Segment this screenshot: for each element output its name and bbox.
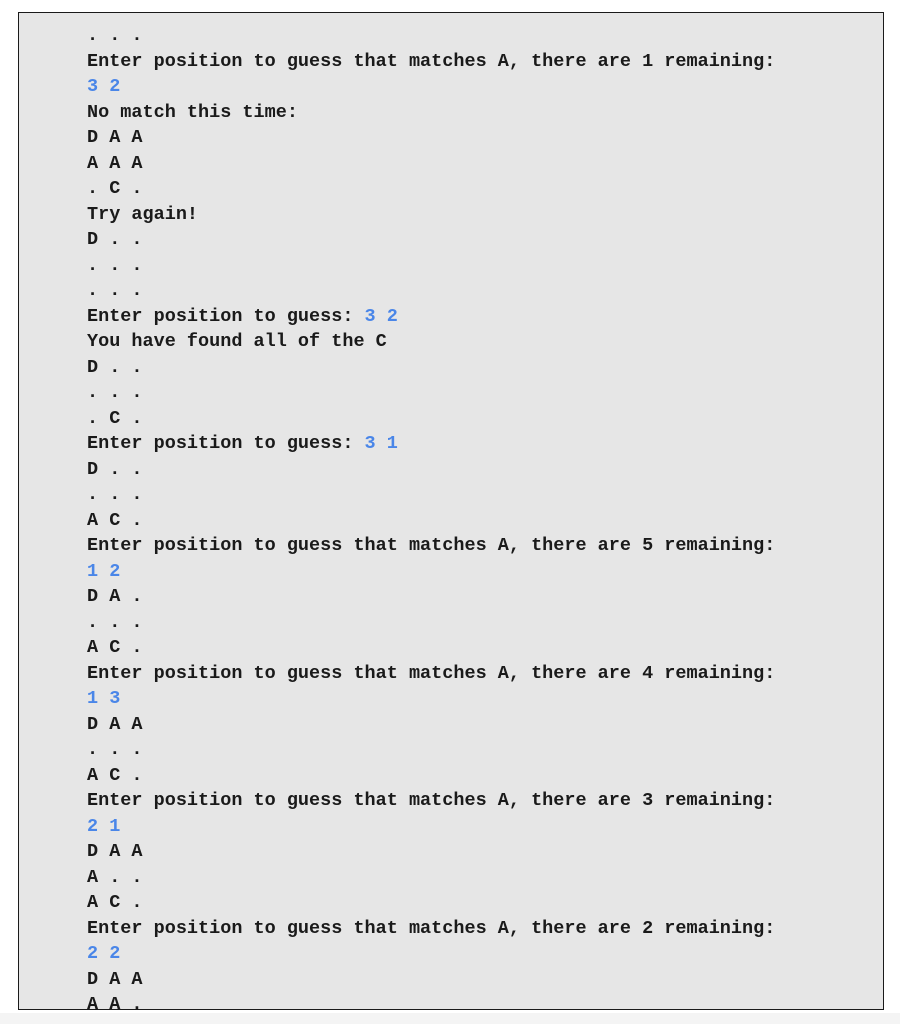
program-output-text: D A A: [87, 713, 143, 735]
program-output-text: Enter position to guess that matches A, there are 5 remaining:: [87, 535, 776, 556]
console-line: [87, 533, 883, 559]
console-line: [87, 304, 883, 330]
user-input-text: 3 2: [87, 76, 121, 97]
console-line: [87, 661, 883, 687]
console-line: [87, 227, 883, 253]
program-output-text: D . .: [87, 356, 143, 378]
program-output-text: Enter position to guess that matches A, there are 1 remaining:: [87, 50, 776, 72]
program-output-text: Enter position to guess:: [87, 433, 365, 454]
console-line: [87, 508, 883, 534]
program-output-text: D A A: [87, 841, 143, 862]
console-line: [87, 253, 883, 279]
user-input-text: 3 2: [364, 305, 398, 327]
console-line: [87, 482, 883, 508]
console-line: [87, 584, 883, 610]
console-line: [87, 967, 883, 993]
user-input-text: 2 1: [87, 815, 121, 837]
console-line: [87, 559, 883, 585]
console-line: [87, 202, 883, 228]
console-line: [87, 431, 883, 457]
console-line: [87, 686, 883, 712]
console-line: [87, 74, 883, 100]
program-output-text: D A .: [87, 586, 143, 607]
program-output-text: . . .: [87, 25, 143, 46]
console-output-panel: [18, 12, 884, 1010]
program-output-text: You have found all of the C: [87, 331, 387, 352]
console-line: [87, 23, 883, 49]
console-line: [87, 49, 883, 75]
program-output-text: D A A: [87, 127, 143, 148]
program-output-text: Enter position to guess that matches A, there are 4 remaining:: [87, 662, 776, 684]
bottom-strip: [0, 1013, 900, 1024]
console-line: [87, 916, 883, 942]
user-input-text: 1 2: [87, 560, 121, 582]
console-line: [87, 278, 883, 304]
console-line: [87, 992, 883, 1010]
program-output-text: Try again!: [87, 203, 199, 225]
console-line: [87, 100, 883, 126]
program-output-text: Enter position to guess that matches A, there are 2 remaining:: [87, 917, 776, 939]
program-output-text: . . .: [87, 254, 143, 276]
program-output-text: A A A: [87, 152, 143, 174]
program-output-text: . . .: [87, 611, 143, 633]
console-line: [87, 788, 883, 814]
console-line: [87, 457, 883, 483]
console-line: [87, 151, 883, 177]
console-line: [87, 839, 883, 865]
program-output-text: A C .: [87, 892, 143, 913]
console-line: [87, 737, 883, 763]
console-line: [87, 941, 883, 967]
program-output-text: A C .: [87, 509, 143, 531]
program-output-text: A . .: [87, 866, 143, 888]
program-output-text: A C .: [87, 764, 143, 786]
program-output-text: Enter position to guess that matches A, there are 3 remaining:: [87, 790, 776, 811]
user-input-text: 3 1: [364, 433, 398, 454]
console-line: [87, 610, 883, 636]
program-output-text: . . .: [87, 280, 143, 301]
console-line: [87, 814, 883, 840]
program-output-text: . . .: [87, 739, 143, 760]
console-line: [87, 125, 883, 151]
console-line: [87, 763, 883, 789]
program-output-text: Enter position to guess:: [87, 305, 365, 327]
console-line: [87, 380, 883, 406]
console-line: [87, 329, 883, 355]
console-line: [87, 176, 883, 202]
console-lines: [87, 23, 883, 1010]
program-output-text: A A .: [87, 994, 143, 1010]
user-input-text: 2 2: [87, 943, 121, 964]
program-output-text: D . .: [87, 458, 143, 480]
console-line: [87, 890, 883, 916]
program-output-text: . C .: [87, 407, 143, 429]
program-output-text: No match this time:: [87, 101, 298, 123]
console-line: [87, 635, 883, 661]
console-line: [87, 865, 883, 891]
console-line: [87, 712, 883, 738]
console-line: [87, 355, 883, 381]
program-output-text: A C .: [87, 637, 143, 658]
program-output-text: D . .: [87, 229, 143, 250]
program-output-text: . . .: [87, 382, 143, 403]
program-output-text: . C .: [87, 178, 143, 199]
user-input-text: 1 3: [87, 688, 121, 709]
console-line: [87, 406, 883, 432]
program-output-text: D A A: [87, 968, 143, 990]
program-output-text: . . .: [87, 484, 143, 505]
